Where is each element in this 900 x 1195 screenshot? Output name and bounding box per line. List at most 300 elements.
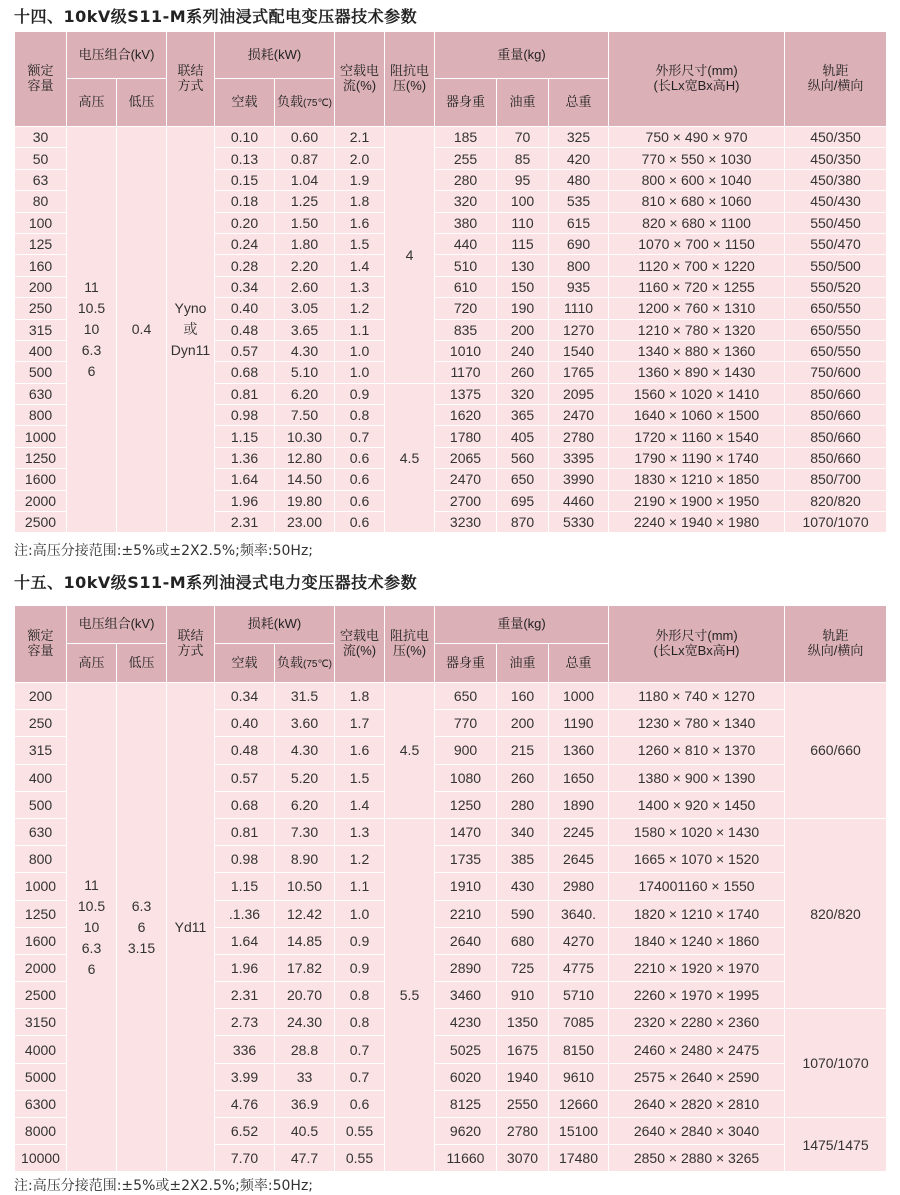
header-hv: 高压 (67, 79, 117, 127)
load-loss-cell: 7.30 (275, 818, 335, 845)
load-loss-cell: 14.85 (275, 927, 335, 954)
body-weight-cell: 5025 (435, 1036, 497, 1063)
no-load-loss-cell: 2.31 (215, 512, 275, 533)
total-weight-cell: 420 (549, 148, 609, 169)
load-loss-cell: 6.20 (275, 383, 335, 404)
oil-weight-cell: 1675 (497, 1036, 549, 1063)
dimensions-cell: 2320 × 2280 × 2360 (609, 1009, 785, 1036)
no-load-current-cell: 1.2 (335, 298, 385, 319)
oil-weight-cell: 650 (497, 469, 549, 490)
oil-weight-cell: 430 (497, 873, 549, 900)
lv-voltage-line: 6.3 (131, 897, 152, 914)
no-load-current-cell: 1.5 (335, 233, 385, 254)
capacity-cell: 1600 (15, 469, 67, 490)
no-load-loss-cell: 0.40 (215, 710, 275, 737)
load-loss-cell: 17.82 (275, 954, 335, 981)
no-load-loss-cell: 7.70 (215, 1145, 275, 1172)
connection-line: Yd11 (174, 918, 207, 935)
total-weight-cell: 4270 (549, 927, 609, 954)
header-weight: 重量(kg) (435, 606, 609, 644)
capacity-cell: 2500 (15, 982, 67, 1009)
capacity-cell: 315 (15, 737, 67, 764)
body-weight-cell: 1080 (435, 764, 497, 791)
capacity-cell: 250 (15, 298, 67, 319)
dimensions-cell: 174001160 × 1550 (609, 873, 785, 900)
load-loss-cell: 3.60 (275, 710, 335, 737)
oil-weight-cell: 70 (497, 127, 549, 148)
no-load-loss-cell: 4.76 (215, 1090, 275, 1117)
total-weight-cell: 1270 (549, 319, 609, 340)
transformer-spec-table-1 (14, 31, 887, 533)
oil-weight-cell: 1350 (497, 1009, 549, 1036)
body-weight-cell: 8125 (435, 1090, 497, 1117)
oil-weight-cell: 725 (497, 954, 549, 981)
body-weight-cell: 1470 (435, 818, 497, 845)
no-load-current-cell: 1.1 (335, 873, 385, 900)
no-load-loss-cell: 1.96 (215, 490, 275, 511)
load-loss-cell: 4.30 (275, 340, 335, 361)
load-loss-cell: 4.30 (275, 737, 335, 764)
header-dimensions-label: 外形尺寸(mm) (655, 63, 738, 79)
no-load-current-cell: 1.8 (335, 683, 385, 710)
total-weight-cell: 1765 (549, 362, 609, 383)
total-weight-cell: 1650 (549, 764, 609, 791)
dimensions-cell: 2850 × 2880 × 3265 (609, 1145, 785, 1172)
header-hv: 高压 (67, 644, 117, 683)
capacity-cell: 50 (15, 148, 67, 169)
load-loss-cell: 24.30 (275, 1009, 335, 1036)
gauge-cell: 1475/1475 (785, 1118, 887, 1172)
oil-weight-cell: 560 (497, 447, 549, 468)
dimensions-cell: 1720 × 1160 × 1540 (609, 426, 785, 447)
no-load-current-cell: 0.9 (335, 927, 385, 954)
total-weight-cell: 2245 (549, 818, 609, 845)
no-load-current-cell: 0.6 (335, 490, 385, 511)
no-load-current-cell: 2.0 (335, 148, 385, 169)
load-loss-cell: 28.8 (275, 1036, 335, 1063)
hv-voltage-line: 11 (84, 279, 99, 296)
gauge-cell: 650/550 (785, 298, 887, 319)
total-weight-cell: 7085 (549, 1009, 609, 1036)
dimensions-cell: 2575 × 2640 × 2590 (609, 1063, 785, 1090)
header-total-weight: 总重 (549, 644, 609, 683)
load-loss-cell: 10.50 (275, 873, 335, 900)
header-impedance: 阻抗电压(%) (385, 32, 435, 127)
header-dimensions-label: 外形尺寸(mm) (655, 628, 738, 644)
body-weight-cell: 1910 (435, 873, 497, 900)
header-weight: 重量(kg) (435, 32, 609, 79)
header-load (275, 644, 335, 683)
no-load-current-cell: 0.8 (335, 982, 385, 1009)
no-load-loss-cell: 0.68 (215, 362, 275, 383)
capacity-cell: 160 (15, 255, 67, 276)
no-load-loss-cell: 0.40 (215, 298, 275, 319)
total-weight-cell: 480 (549, 169, 609, 190)
gauge-cell: 850/660 (785, 426, 887, 447)
body-weight-cell: 1620 (435, 405, 497, 426)
load-loss-cell: 6.20 (275, 791, 335, 818)
no-load-current-cell: 0.6 (335, 447, 385, 468)
dimensions-cell: 1400 × 920 × 1450 (609, 791, 785, 818)
header-body-weight: 器身重 (435, 79, 497, 127)
body-weight-cell: 2640 (435, 927, 497, 954)
hv-voltage-line: 10.5 (77, 300, 106, 317)
body-weight-cell: 2890 (435, 954, 497, 981)
header-gauge (785, 606, 887, 683)
connection-line: Yyno (174, 300, 207, 317)
dimensions-cell: 2260 × 1970 × 1995 (609, 982, 785, 1009)
no-load-loss-cell: 0.15 (215, 169, 275, 190)
oil-weight-cell: 150 (497, 276, 549, 297)
oil-weight-cell: 240 (497, 340, 549, 361)
capacity-cell: 1250 (15, 900, 67, 927)
capacity-cell: 200 (15, 683, 67, 710)
oil-weight-cell: 3070 (497, 1145, 549, 1172)
header-gauge-sub: 纵向/横向 (807, 643, 864, 658)
impedance-cell: 4 (385, 127, 435, 384)
body-weight-cell: 1170 (435, 362, 497, 383)
no-load-current-cell: 1.6 (335, 737, 385, 764)
total-weight-cell: 12660 (549, 1090, 609, 1117)
total-weight-cell: 3640. (549, 900, 609, 927)
oil-weight-cell: 115 (497, 233, 549, 254)
header-load-temp: (75℃) (303, 98, 333, 110)
capacity-cell: 1000 (15, 873, 67, 900)
load-loss-cell: 3.05 (275, 298, 335, 319)
total-weight-cell: 3395 (549, 447, 609, 468)
hv-voltage-line: 6 (87, 960, 96, 977)
table2-note: 注:高压分接范围:±5%或±2X2.5%;频率:50Hz; (14, 1178, 314, 1194)
no-load-current-cell: 0.55 (335, 1145, 385, 1172)
oil-weight-cell: 680 (497, 927, 549, 954)
hv-voltage-line: 10 (83, 918, 100, 935)
oil-weight-cell: 2780 (497, 1118, 549, 1145)
gauge-cell: 850/660 (785, 405, 887, 426)
body-weight-cell: 185 (435, 127, 497, 148)
dimensions-cell: 1790 × 1190 × 1740 (609, 447, 785, 468)
capacity-cell: 400 (15, 764, 67, 791)
no-load-current-cell: 2.1 (335, 127, 385, 148)
body-weight-cell: 2065 (435, 447, 497, 468)
capacity-cell: 2000 (15, 954, 67, 981)
hv-voltage-line: 6 (87, 363, 96, 380)
oil-weight-cell: 405 (497, 426, 549, 447)
total-weight-cell: 3990 (549, 469, 609, 490)
no-load-loss-cell: 0.28 (215, 255, 275, 276)
oil-weight-cell: 2550 (497, 1090, 549, 1117)
total-weight-cell: 325 (549, 127, 609, 148)
total-weight-cell: 2780 (549, 426, 609, 447)
body-weight-cell: 900 (435, 737, 497, 764)
body-weight-cell: 4230 (435, 1009, 497, 1036)
lv-voltage-line: 6 (137, 918, 146, 935)
table-row (15, 127, 887, 148)
gauge-cell: 650/550 (785, 319, 887, 340)
dimensions-cell: 1820 × 1210 × 1740 (609, 900, 785, 927)
no-load-loss-cell: 0.68 (215, 791, 275, 818)
oil-weight-cell: 320 (497, 383, 549, 404)
load-loss-cell: 8.90 (275, 846, 335, 873)
no-load-loss-cell: 0.18 (215, 191, 275, 212)
lv-voltage-cell (117, 127, 167, 533)
header-dimensions-sub: (长Lx宽Bx高H) (653, 78, 740, 93)
no-load-current-cell: 1.0 (335, 340, 385, 361)
load-loss-cell: 14.50 (275, 469, 335, 490)
connection-cell (167, 683, 215, 1172)
total-weight-cell: 15100 (549, 1118, 609, 1145)
total-weight-cell: 5710 (549, 982, 609, 1009)
hv-voltage-cell (67, 127, 117, 533)
dimensions-cell: 1560 × 1020 × 1410 (609, 383, 785, 404)
oil-weight-cell: 695 (497, 490, 549, 511)
no-load-current-cell: 0.6 (335, 512, 385, 533)
dimensions-cell: 2240 × 1940 × 1980 (609, 512, 785, 533)
load-loss-cell: 33 (275, 1063, 335, 1090)
load-loss-cell: 40.5 (275, 1118, 335, 1145)
no-load-loss-cell: 0.34 (215, 683, 275, 710)
dimensions-cell: 750 × 490 × 970 (609, 127, 785, 148)
no-load-current-cell: 1.4 (335, 255, 385, 276)
dimensions-cell: 800 × 600 × 1040 (609, 169, 785, 190)
dimensions-cell: 1260 × 810 × 1370 (609, 737, 785, 764)
capacity-cell: 30 (15, 127, 67, 148)
no-load-current-cell: 1.4 (335, 791, 385, 818)
dimensions-cell: 2640 × 2840 × 3040 (609, 1118, 785, 1145)
total-weight-cell: 8150 (549, 1036, 609, 1063)
body-weight-cell: 1735 (435, 846, 497, 873)
hv-voltage-line: 6.3 (81, 939, 102, 956)
hv-voltage-line: 6.3 (81, 342, 102, 359)
gauge-cell: 1070/1070 (785, 512, 887, 533)
load-loss-cell: 2.60 (275, 276, 335, 297)
load-loss-cell: 2.20 (275, 255, 335, 276)
total-weight-cell: 1540 (549, 340, 609, 361)
oil-weight-cell: 130 (497, 255, 549, 276)
oil-weight-cell: 365 (497, 405, 549, 426)
capacity-cell: 4000 (15, 1036, 67, 1063)
dimensions-cell: 1200 × 760 × 1310 (609, 298, 785, 319)
no-load-current-cell: 1.5 (335, 764, 385, 791)
no-load-current-cell: 0.7 (335, 1036, 385, 1063)
hv-voltage-line: 11 (84, 876, 99, 893)
hv-voltage-line: 10.5 (77, 897, 106, 914)
header-no-load-current: 空载电流(%) (335, 32, 385, 127)
no-load-loss-cell: 0.48 (215, 319, 275, 340)
no-load-loss-cell: 1.96 (215, 954, 275, 981)
load-loss-cell: 5.20 (275, 764, 335, 791)
no-load-current-cell: 1.8 (335, 191, 385, 212)
load-loss-cell: 1.80 (275, 233, 335, 254)
header-total-weight: 总重 (549, 79, 609, 127)
header-dimensions (609, 32, 785, 127)
no-load-loss-cell: 0.13 (215, 148, 275, 169)
no-load-loss-cell: .1.36 (215, 900, 275, 927)
no-load-current-cell: 1.0 (335, 900, 385, 927)
dimensions-cell: 770 × 550 × 1030 (609, 148, 785, 169)
no-load-current-cell: 1.3 (335, 818, 385, 845)
body-weight-cell: 320 (435, 191, 497, 212)
dimensions-cell: 1830 × 1210 × 1850 (609, 469, 785, 490)
total-weight-cell: 1110 (549, 298, 609, 319)
oil-weight-cell: 385 (497, 846, 549, 873)
total-weight-cell: 690 (549, 233, 609, 254)
header-gauge-sub: 纵向/横向 (807, 78, 864, 93)
transformer-spec-table-2 (14, 605, 887, 1172)
total-weight-cell: 1190 (549, 710, 609, 737)
gauge-cell: 850/700 (785, 469, 887, 490)
header-gauge (785, 32, 887, 127)
header-rated-capacity: 额定容量 (15, 32, 67, 127)
capacity-cell: 250 (15, 710, 67, 737)
no-load-current-cell: 1.6 (335, 212, 385, 233)
capacity-cell: 3150 (15, 1009, 67, 1036)
capacity-cell: 5000 (15, 1063, 67, 1090)
body-weight-cell: 9620 (435, 1118, 497, 1145)
oil-weight-cell: 95 (497, 169, 549, 190)
no-load-loss-cell: 0.81 (215, 383, 275, 404)
dimensions-cell: 2640 × 2820 × 2810 (609, 1090, 785, 1117)
body-weight-cell: 1780 (435, 426, 497, 447)
oil-weight-cell: 870 (497, 512, 549, 533)
no-load-current-cell: 1.2 (335, 846, 385, 873)
gauge-cell: 660/660 (785, 683, 887, 819)
no-load-loss-cell: 6.52 (215, 1118, 275, 1145)
header-load-temp: (75℃) (303, 658, 333, 670)
no-load-loss-cell: 0.10 (215, 127, 275, 148)
header-load-label: 负载 (276, 654, 303, 670)
lv-voltage-line: 0.4 (131, 321, 152, 338)
header-body-weight: 器身重 (435, 644, 497, 683)
oil-weight-cell: 200 (497, 319, 549, 340)
total-weight-cell: 935 (549, 276, 609, 297)
no-load-current-cell: 0.6 (335, 1090, 385, 1117)
capacity-cell: 630 (15, 818, 67, 845)
no-load-loss-cell: 0.81 (215, 818, 275, 845)
capacity-cell: 500 (15, 362, 67, 383)
oil-weight-cell: 200 (497, 710, 549, 737)
dimensions-cell: 1380 × 900 × 1390 (609, 764, 785, 791)
connection-cell (167, 127, 215, 533)
oil-weight-cell: 910 (497, 982, 549, 1009)
body-weight-cell: 1250 (435, 791, 497, 818)
impedance-cell: 4.5 (385, 683, 435, 819)
total-weight-cell: 615 (549, 212, 609, 233)
header-dimensions (609, 606, 785, 683)
no-load-loss-cell: 2.31 (215, 982, 275, 1009)
no-load-loss-cell: 0.34 (215, 276, 275, 297)
capacity-cell: 630 (15, 383, 67, 404)
body-weight-cell: 1010 (435, 340, 497, 361)
header-connection: 联结方式 (167, 606, 215, 683)
no-load-loss-cell: 0.20 (215, 212, 275, 233)
total-weight-cell: 1000 (549, 683, 609, 710)
body-weight-cell: 280 (435, 169, 497, 190)
oil-weight-cell: 260 (497, 764, 549, 791)
table1-note: 注:高压分接范围:±5%或±2X2.5%;频率:50Hz; (14, 543, 314, 559)
capacity-cell: 80 (15, 191, 67, 212)
dimensions-cell: 2460 × 2480 × 2475 (609, 1036, 785, 1063)
capacity-cell: 200 (15, 276, 67, 297)
body-weight-cell: 720 (435, 298, 497, 319)
hv-voltage-cell (67, 683, 117, 1172)
dimensions-cell: 1180 × 740 × 1270 (609, 683, 785, 710)
no-load-current-cell: 1.9 (335, 169, 385, 190)
impedance-cell: 5.5 (385, 818, 435, 1171)
total-weight-cell: 2470 (549, 405, 609, 426)
capacity-cell: 6300 (15, 1090, 67, 1117)
no-load-current-cell: 0.8 (335, 1009, 385, 1036)
body-weight-cell: 6020 (435, 1063, 497, 1090)
dimensions-cell: 1160 × 720 × 1255 (609, 276, 785, 297)
gauge-cell: 550/500 (785, 255, 887, 276)
gauge-cell: 820/820 (785, 490, 887, 511)
dimensions-cell: 1640 × 1060 × 1500 (609, 405, 785, 426)
capacity-cell: 125 (15, 233, 67, 254)
dimensions-cell: 1360 × 890 × 1430 (609, 362, 785, 383)
header-load (275, 79, 335, 127)
body-weight-cell: 770 (435, 710, 497, 737)
no-load-loss-cell: 0.57 (215, 764, 275, 791)
hv-voltage-line: 10 (83, 321, 100, 338)
capacity-cell: 500 (15, 791, 67, 818)
body-weight-cell: 835 (435, 319, 497, 340)
body-weight-cell: 2700 (435, 490, 497, 511)
oil-weight-cell: 190 (497, 298, 549, 319)
no-load-loss-cell: 0.98 (215, 405, 275, 426)
header-no-load-current: 空载电流(%) (335, 606, 385, 683)
oil-weight-cell: 340 (497, 818, 549, 845)
lv-voltage-line: 3.15 (127, 939, 156, 956)
no-load-current-cell: 1.7 (335, 710, 385, 737)
load-loss-cell: 10.30 (275, 426, 335, 447)
table1-title: 十四、10kV级S11-M系列油浸式配电变压器技术参数 (14, 7, 418, 26)
header-connection: 联结方式 (167, 32, 215, 127)
body-weight-cell: 650 (435, 683, 497, 710)
header-oil-weight: 油重 (497, 79, 549, 127)
capacity-cell: 8000 (15, 1118, 67, 1145)
dimensions-cell: 2210 × 1920 × 1970 (609, 954, 785, 981)
capacity-cell: 1600 (15, 927, 67, 954)
table-row (15, 683, 887, 710)
dimensions-cell: 1840 × 1240 × 1860 (609, 927, 785, 954)
total-weight-cell: 9610 (549, 1063, 609, 1090)
oil-weight-cell: 280 (497, 791, 549, 818)
load-loss-cell: 1.25 (275, 191, 335, 212)
no-load-loss-cell: 1.15 (215, 426, 275, 447)
load-loss-cell: 1.50 (275, 212, 335, 233)
load-loss-cell: 0.60 (275, 127, 335, 148)
total-weight-cell: 2095 (549, 383, 609, 404)
header-lv: 低压 (117, 644, 167, 683)
no-load-current-cell: 0.55 (335, 1118, 385, 1145)
header-dimensions-sub: (长Lx宽Bx高H) (653, 643, 740, 658)
gauge-cell: 450/350 (785, 127, 887, 148)
header-voltage-combo: 电压组合(kV) (67, 606, 167, 644)
no-load-loss-cell: 0.57 (215, 340, 275, 361)
oil-weight-cell: 100 (497, 191, 549, 212)
oil-weight-cell: 160 (497, 683, 549, 710)
no-load-loss-cell: 1.36 (215, 447, 275, 468)
no-load-current-cell: 0.7 (335, 1063, 385, 1090)
load-loss-cell: 36.9 (275, 1090, 335, 1117)
no-load-current-cell: 0.7 (335, 426, 385, 447)
dimensions-cell: 1210 × 780 × 1320 (609, 319, 785, 340)
body-weight-cell: 2210 (435, 900, 497, 927)
load-loss-cell: 23.00 (275, 512, 335, 533)
header-oil-weight: 油重 (497, 644, 549, 683)
dimensions-cell: 2190 × 1900 × 1950 (609, 490, 785, 511)
body-weight-cell: 1375 (435, 383, 497, 404)
